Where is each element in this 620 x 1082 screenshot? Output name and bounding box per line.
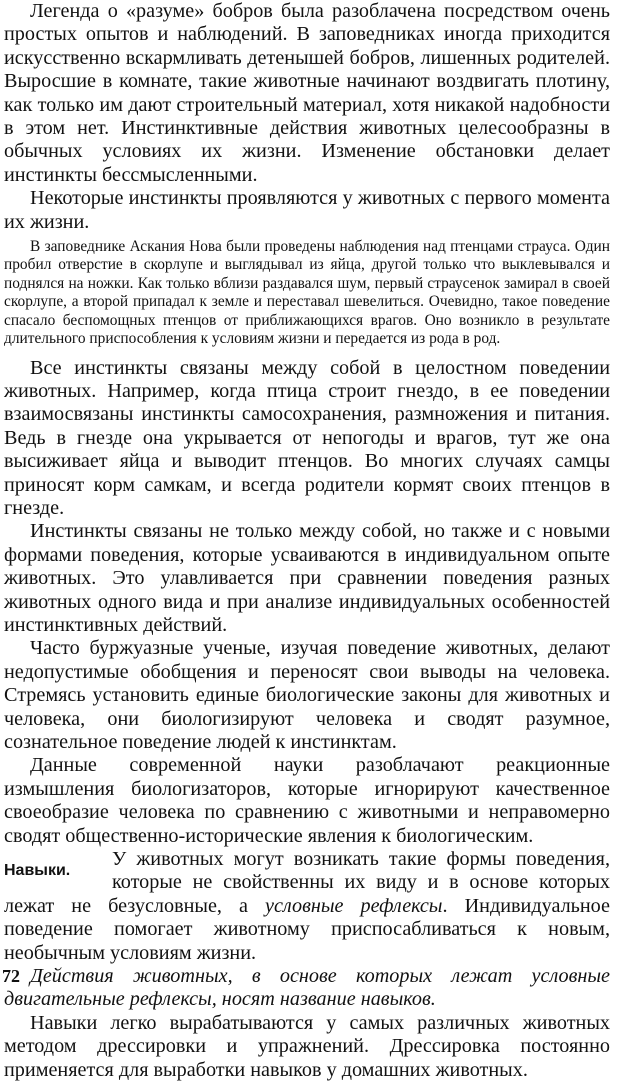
paragraph-skills-definition xyxy=(4,965,610,1012)
paragraph-bourgeois-scientists: Часто буржуазные ученые, изучая поведение животных, делают недопустимые обобщения и переносят свои выводы на человека. Стремясь установить единые биологические законы для животных и человека, они биологизируют человека и сводят разумное, сознательное поведение людей к инстинктам. xyxy=(4,637,610,753)
paragraph-instincts-from-birth: Некоторые инстинкты проявляются у животных с первого момента их жизни. xyxy=(4,187,610,233)
skills-definition-text: Действия животных, в основе которых лежат условные двигательные рефлексы, носят название навыков. xyxy=(4,965,610,1011)
skills-intro-text: У животных могут возникать такие формы поведения, которые не свойственны их виду и в основе которых лежат не безусловные, а xyxy=(4,848,610,917)
conditioned-reflexes-term: условные рефлексы xyxy=(265,894,443,917)
skills-heading: Навыки. xyxy=(4,862,71,880)
text-page xyxy=(4,0,610,1082)
skills-intro-end: . Индивидуальное поведение помогает животному приспосабливаться к новым, необычным условиям жизни. xyxy=(4,894,610,964)
page-number: 72 xyxy=(2,966,20,986)
paragraph-ostrich-observation: В заповеднике Аскания Нова были проведены наблюдения над птенцами страуса. Один пробил отверстие в скорлупе и выглядывал из яйца, другой только что выклевывался и поднялся на ножки. Как только вблизи раздавался шум, первый страусенок замирал в своей скорлупе, а второй припадал к земле и переставал шевелиться. Очевидно, такое поведение спасало беспомощных птенцов от приближающихся врагов. Оно возникло в результате длительного приспособления к условиям жизни и передается из рода в род. xyxy=(4,238,610,348)
paragraph-modern-science: Данные современной науки разоблачают реакционные измышления биологизаторов, которые игнорируют качественное своеобразие человека по сравнению с животными и неправомерно сводят общественно-исторические явления к биологическим. xyxy=(4,754,610,847)
paragraph-instincts-connected: Все инстинкты связаны между собой в целостном поведении животных. Например, когда птица строит гнездо, в ее поведении взаимосвязаны инстинкты самосохранения, размножения и питания. Ведь в гнезде она укрывается от непогоды и врагов, тут же она высиживает яйца и выводит птенцов. Во многих случаях самцы приносят корм самкам, и всегда родители кормят своих птенцов в гнезде. xyxy=(4,356,610,519)
paragraph-training: Навыки легко вырабатываются у самых различных животных методом дрессировки и упражнений. Дрессировка постоянно применяется для выработки навыков у домашних животных. xyxy=(4,1011,610,1081)
paragraph-beaver-legend: Легенда о «разуме» бобров была разоблачена посредством очень простых опытов и наблюдений. В заповедниках иногда приходится искусственно вскармливать детенышей бобров, лишенных родителей. Выросшие в комнате, такие животные начинают воздвигать плотину, как только им дают строительный материал, хотя никакой надобности в этом нет. Инстинктивные действия животных целесообразны в обычных условиях их жизни. Изменение обстановки делает инстинкты бессмысленными. xyxy=(4,0,610,186)
paragraph-new-behavior-forms: Инстинкты связаны не только между собой, но также и с новыми формами поведения, которые усваиваются в индивидуальном опыте животных. Это улавливается при сравнении поведения разных животных одного вида и при анализе индивидуальных особенностей инстинктивных действий. xyxy=(4,520,610,636)
